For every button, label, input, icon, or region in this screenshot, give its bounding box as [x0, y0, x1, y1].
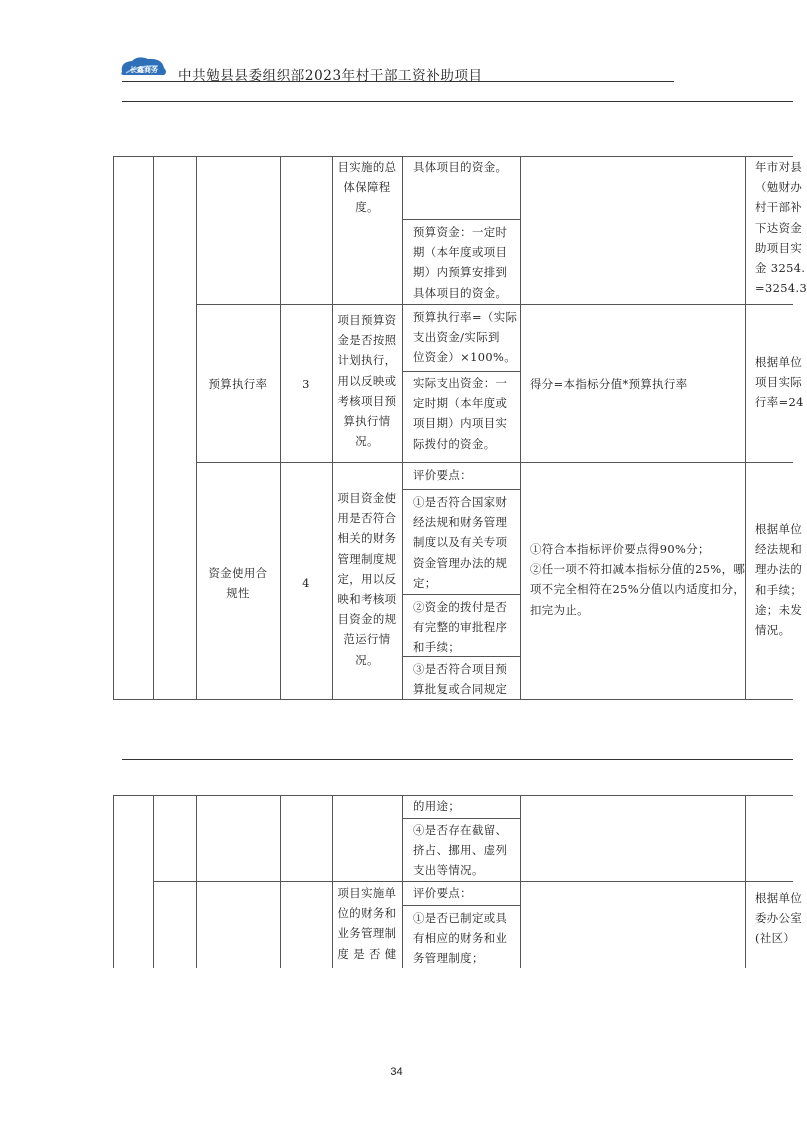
evidence-row-b: 根据单位 项目实际 行率=24	[755, 355, 804, 410]
basis-cont-2: ④是否存在截留、 挤占、挪用、虚列 支出等情况。	[413, 823, 508, 878]
standard-row-c: ①符合本指标评价要点得90%分； ②任一项不符扣减本指标分值的25%，哪 项不完全相符在25%分值以内适度扣分， 扣完为止。	[530, 542, 746, 617]
page-number: 34	[390, 1066, 403, 1078]
basis-cont-1: 的用途；	[413, 799, 461, 813]
col-explain-row-a: 目实施的总 体保障程 度。	[337, 160, 397, 215]
basis-row-a-1: 具体项目的资金。	[413, 160, 508, 174]
score-fund-use-compliance: 4	[302, 576, 310, 590]
evidence-row-c: 根据单位 经法规和 理办法的 和手续； 途；未发 情况。	[755, 522, 803, 638]
basis-row-a-2: 预算资金：一定时 期（本年度或项目 期）内预算安排到 具体项目的资金。	[413, 225, 508, 300]
col-explain-row-b: 项目预算资 金是否按照 计划执行， 用以反映或 考核项目预 算执行情 况。	[337, 313, 397, 449]
basis-row-c-4: ③是否符合项目预 算批复或合同规定	[413, 662, 508, 697]
indicator-budget-execution-rate: 预算执行率	[208, 377, 268, 391]
page-top-rule	[122, 101, 793, 102]
basis-row-c-1: 评价要点：	[413, 468, 472, 482]
evidence-row-a: 年市对县 （勉财办 村干部补 下达资金 助项目实 金 3254. =3254.3	[755, 160, 807, 296]
basis-row-b-2: 实际支出资金：一 定时期（本年度或 项目期）内项目实 际拨付的资金。	[413, 376, 508, 451]
page-break-rule	[122, 759, 793, 760]
document-header-title: 中共勉县县委组织部2023年村干部工资补助项目	[178, 68, 483, 84]
standard-row-b: 得分=本指标分值*预算执行率	[530, 377, 688, 391]
header-rule	[122, 81, 674, 82]
basis-row-d-1: 评价要点：	[413, 886, 472, 900]
score-budget-execution-rate: 3	[302, 377, 310, 391]
indicator-fund-use-compliance: 资金使用合 规性	[208, 566, 268, 601]
basis-row-c-2: ①是否符合国家财 经法规和财务管理 制度以及有关专项 资金管理办法的规 定；	[413, 495, 508, 590]
company-logo	[118, 56, 170, 78]
svg-text:长鑫商务: 长鑫商务	[130, 66, 158, 74]
basis-row-d-2: ①是否已制定或具 有相应的财务和业 务管理制度；	[413, 911, 508, 966]
evidence-row-d: 根据单位 委办公室 (社区）	[755, 891, 803, 946]
col-explain-row-d: 项目实施单 位的财务和 业务管理制 度 是 否 健	[337, 886, 397, 961]
col-explain-row-c: 项目资金使 用是否符合 相关的财务 管理制度规 定，用以反 映和考核项 目资金的规 范运行情 况。	[337, 491, 397, 667]
basis-row-c-3: ②资金的拨付是否 有完整的审批程序 和手续；	[413, 600, 508, 655]
basis-row-b-1: 预算执行率=（实际 支出资金/实际到 位资金）×100%。	[413, 310, 518, 365]
